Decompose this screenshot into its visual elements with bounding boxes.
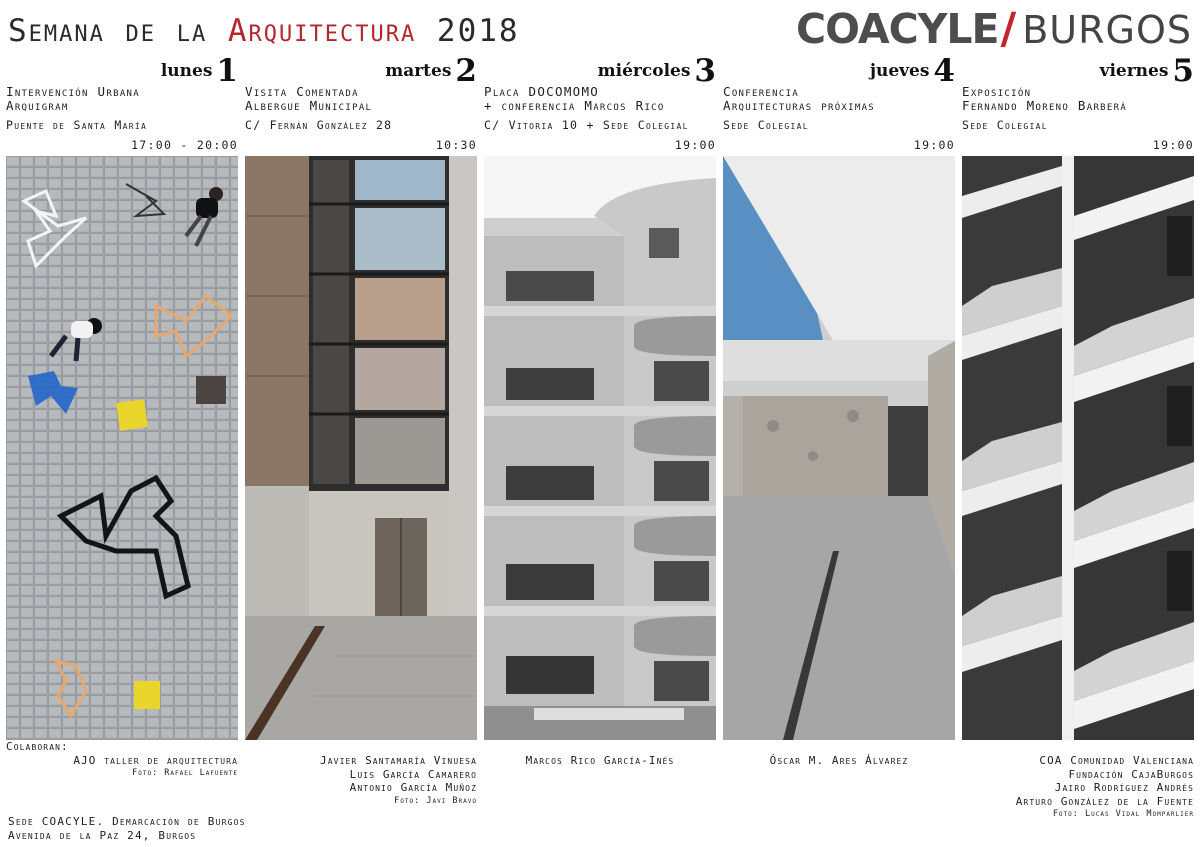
logo-slash: / <box>1000 4 1017 54</box>
covered-courtyard-image <box>723 156 955 740</box>
credit-name: COA Comunidad Valenciana <box>1039 754 1194 767</box>
org-name: COACYLE <box>796 5 999 53</box>
event-title-text: Albergue Municipal <box>245 98 373 113</box>
organization-logo <box>796 4 1192 54</box>
concrete-balconies-image <box>962 156 1194 740</box>
event-photo <box>484 156 716 740</box>
event-place: Sede Colegial <box>723 118 809 132</box>
photo-credit: Foto: Lucas Vidal Momparlier <box>1052 809 1194 819</box>
photo-credit: Foto: Rafael Lafuente <box>132 768 238 778</box>
day-name: jueves <box>869 61 930 81</box>
event-place: C/ Fernán González 28 <box>245 118 393 132</box>
credit-name: Jairo Rodríguez Andrés <box>1054 781 1194 794</box>
event-time: 19:00 <box>913 138 955 152</box>
event-title-text: Arquigram <box>6 98 69 113</box>
day-number: 5 <box>1172 53 1194 89</box>
credit-name: Fundación CajaBurgos <box>1068 767 1194 781</box>
event-type: Placa DOCOMOMO <box>484 84 600 99</box>
venue-address <box>8 815 248 843</box>
venue-street: Avenida de la Paz 24, Burgos <box>8 829 197 842</box>
day-heading <box>870 54 955 88</box>
day-column-miercoles <box>484 54 716 847</box>
day-name: miércoles <box>597 61 691 81</box>
credit-name: AJO taller de arquitectura <box>73 753 238 767</box>
event-type: Conferencia <box>723 84 800 99</box>
credits-block <box>962 754 1194 821</box>
day-heading <box>1100 54 1194 88</box>
day-column-lunes <box>6 54 238 847</box>
event-photo <box>245 156 477 740</box>
street-art-pavement-image <box>6 156 238 740</box>
event-type: Exposición <box>962 84 1032 99</box>
glass-stairwell-image <box>245 156 477 740</box>
day-heading <box>161 54 238 88</box>
event-time: 19:00 <box>1152 138 1194 152</box>
event-title-text: + conferencia Marcos Rico <box>484 98 665 113</box>
credits-block <box>245 754 477 808</box>
day-column-jueves <box>723 54 955 847</box>
event-place: Puente de Santa María <box>6 118 148 132</box>
credit-name: Óscar M. Ares Álvarez <box>769 754 909 767</box>
day-column-viernes <box>962 54 1194 847</box>
collaborators-label: Colaboran: <box>6 740 69 753</box>
city-name: BURGOS <box>1022 8 1192 52</box>
event-photo <box>723 156 955 740</box>
credit-name: Arturo González de la Fuente <box>1015 794 1194 808</box>
day-number: 3 <box>694 53 716 89</box>
day-number: 2 <box>455 53 477 89</box>
title-year: 2018 <box>416 13 520 49</box>
title-start: Semana de la <box>8 13 228 49</box>
credits-block <box>723 754 955 768</box>
day-heading <box>598 54 716 88</box>
credits-block <box>6 740 238 780</box>
event-place: Sede Colegial <box>962 118 1048 132</box>
title-accent: Arquitectura <box>227 13 417 49</box>
credit-name: Luis García Camarero <box>349 767 477 781</box>
day-heading <box>385 54 477 88</box>
event-title-text: Arquitecturas próximas <box>723 98 876 113</box>
day-number: 4 <box>933 53 955 89</box>
event-time: 17:00 - 20:00 <box>131 138 238 152</box>
credits-block <box>484 754 716 768</box>
event-time: 10:30 <box>435 138 477 152</box>
event-time: 19:00 <box>674 138 716 152</box>
event-type: Visita Comentada <box>245 84 359 99</box>
venue-name: Sede COACYLE. Demarcación de Burgos <box>8 815 246 828</box>
rationalist-building-image <box>484 156 716 740</box>
event-photo <box>6 156 238 740</box>
event-place: C/ Vitoria 10 + Sede Colegial <box>484 118 689 132</box>
day-name: lunes <box>160 61 213 81</box>
day-name: viernes <box>1099 61 1169 81</box>
day-name: martes <box>385 61 452 81</box>
event-title-text: Fernando Moreno Barberá <box>962 98 1128 113</box>
credit-name: Marcos Rico García-Inés <box>525 754 675 767</box>
day-column-martes <box>245 54 477 847</box>
photo-credit: Foto: Javi Bravo <box>394 795 477 806</box>
day-number: 1 <box>216 53 238 89</box>
event-photo <box>962 156 1194 740</box>
credit-name: Antonio García Muñoz <box>349 781 477 794</box>
event-type: Intervención Urbana <box>6 84 140 99</box>
credit-name: Javier Santamaría Vinuesa <box>320 754 477 767</box>
event-title <box>8 8 520 54</box>
